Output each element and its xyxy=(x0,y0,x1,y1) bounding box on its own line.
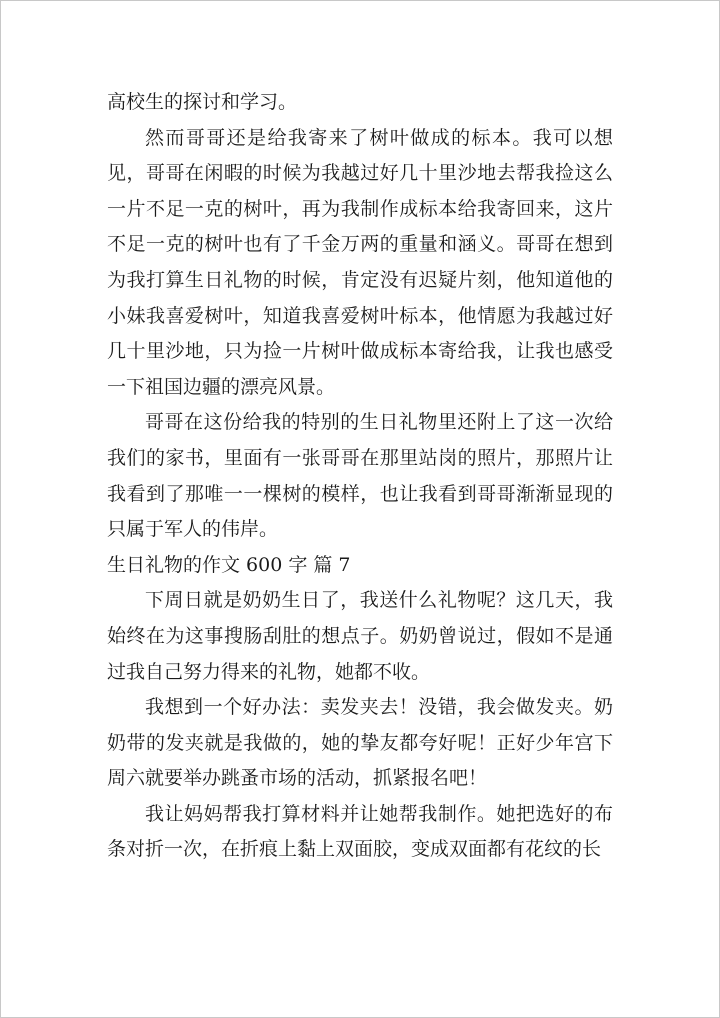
paragraph-continuation: 高校生的探讨和学习。 xyxy=(107,91,298,113)
document-body xyxy=(107,85,613,868)
paragraph-making-materials: 我让妈妈帮我打算材料并让她帮我制作。她把选好的布条对折一次，在折痕上黏上双面胶，变成双面都有花纹的长 xyxy=(107,802,613,861)
paragraph-family-letter: 哥哥在这份给我的特别的生日礼物里还附上了这一次给我们的家书，里面有一张哥哥在那里站岗的照片，那照片让我看到了那唯一一棵树的模样，也让我看到哥哥渐渐显现的只属于军人的伟岸。 xyxy=(107,411,613,541)
paragraph-leaf-specimen: 然而哥哥还是给我寄来了树叶做成的标本。我可以想见，哥哥在闲暇的时候为我越过好几十里沙地去帮我捡这么一片不足一克的树叶，再为我制作成标本给我寄回来，这片不足一克的树叶也有了千金万两的重量和涵义。哥哥在想到为我打算生日礼物的时候，肯定没有迟疑片刻，他知道他的小妹我喜爱树叶，知道我喜爱树叶标本，他情愿为我越过好几十里沙地，只为捡一片树叶做成标本寄给我，让我也感受一下祖国边疆的漂亮风景。 xyxy=(107,126,613,398)
section-heading: 生日礼物的作文 600 字 篇 7 xyxy=(107,553,351,576)
paragraph-hairclip-idea: 我想到一个好办法：卖发夹去！没错，我会做发夹。奶奶带的发夹就是我做的，她的挚友都夸好呢！正好少年宫下周六就要举办跳蚤市场的活动，抓紧报名吧！ xyxy=(107,696,613,790)
paragraph-grandma-birthday: 下周日就是奶奶生日了，我送什么礼物呢？这几天，我始终在为这事搜肠刮肚的想点子。奶奶曾说过，假如不是通过我自己努力得来的礼物，她都不收。 xyxy=(107,589,613,683)
